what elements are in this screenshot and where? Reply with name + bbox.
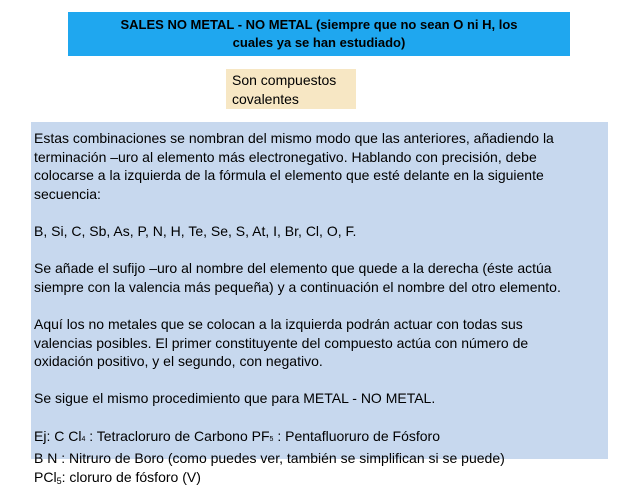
content-text: [34, 129, 614, 490]
note-line-1: Son compuestos: [232, 72, 337, 88]
slide-title-line-1: SALES NO METAL - NO METAL (siempre que no sean O ni H, los: [120, 17, 518, 32]
example-1-part-b: : Tetracloruro de Carbono PF: [85, 427, 270, 444]
example-3-part-b: : cloruro de fósforo (V): [61, 468, 201, 485]
paragraph-2-line-2: siempre con la valencia más pequeña) y a continuación el nombre del otro elemento.: [34, 278, 561, 295]
paragraph-4: Se sigue el mismo procedimiento que para METAL - NO METAL.: [34, 390, 436, 407]
example-1-subscript-b: 5: [269, 435, 274, 443]
paragraph-1-line-2: terminación –uro al elemento más electronegativo. Hablando con precisión, debe: [34, 148, 537, 165]
example-3-part-a: PCl: [34, 468, 57, 485]
paragraph-1-line-4: secuencia:: [34, 185, 101, 202]
note-line-2: covalentes: [232, 91, 299, 107]
example-1: [34, 427, 614, 450]
example-3-subscript: 5: [56, 475, 62, 486]
slide-title-line-2: cuales ya se han estudiado): [232, 35, 406, 50]
paragraph-3-line-3: oxidación positivo, y el segundo, con negativo.: [34, 353, 323, 370]
paragraph-1-line-3: colocarse a la izquierda de la fórmula el elemento que esté delante en la siguiente: [34, 167, 544, 184]
example-2: B N : Nitruro de Boro (como puedes ver, también se simplifican si se puede): [34, 450, 505, 467]
element-sequence: B, Si, C, Sb, As, P, N, H, Te, Se, S, At, I, Br, Cl, O, F.: [34, 222, 357, 239]
slide-title: [68, 12, 570, 56]
example-1-part-c: : Pentafluoruro de Fósforo: [273, 427, 440, 444]
paragraph-2-line-1: Se añade el sufijo –uro al nombre del elemento que quede a la derecha (éste actúa: [34, 260, 552, 277]
covalent-note: [226, 69, 356, 109]
example-1-part-a: Ej: C Cl: [34, 427, 82, 444]
paragraph-3-line-2: valencias posibles. El primer constituyente del compuesto actúa con número de: [34, 334, 529, 351]
example-1-subscript-a: 4: [81, 435, 86, 443]
paragraph-3-line-1: Aquí los no metales que se colocan a la izquierda podrán actuar con todas sus: [34, 315, 523, 332]
paragraph-1-line-1: Estas combinaciones se nombran del mismo modo que las anteriores, añadiendo la: [34, 130, 554, 146]
